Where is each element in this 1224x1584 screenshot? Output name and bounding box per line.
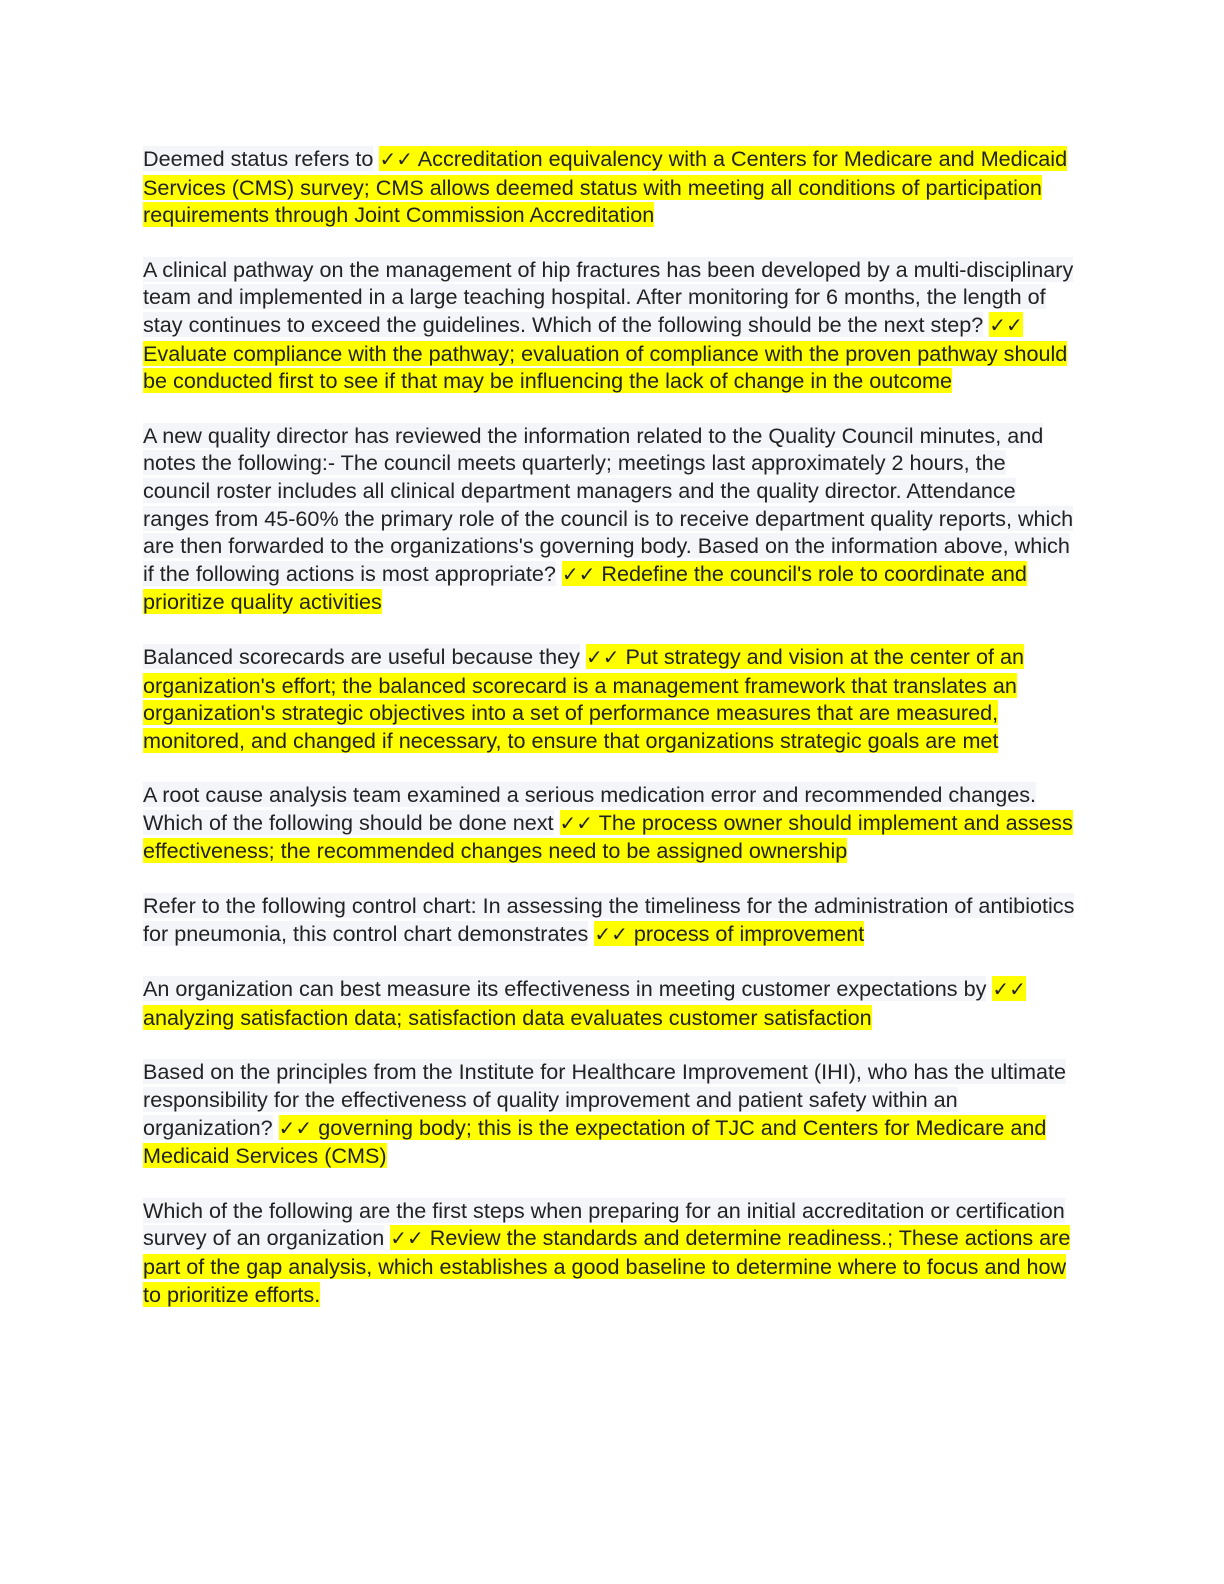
question-text: Refer to the following control chart: In assessing the timeliness for the administration of antibiotics for pneumonia, this control chart demonstrates [143,893,1075,946]
checkmark-icon: ✓✓ [559,810,594,835]
qa-entry-1 [143,145,1078,229]
answer-text: ✓✓ Put strategy and vision at the center of an organization's effort; the balanced scorecard is a management framework that translates an organization's strategic objectives into a set of performance measures that are measured, monitored, and changed if necessary, to ensure that organizations strategic goals are met [143,643,1024,753]
qa-entry-2 [143,256,1078,395]
qa-entry-5 [143,781,1078,865]
answer-text: ✓✓ analyzing satisfaction data; satisfaction data evaluates customer satisfaction [143,977,1026,1030]
checkmark-icon: ✓✓ [585,644,620,669]
qa-entry-3 [143,422,1078,616]
checkmark-icon: ✓✓ [278,1115,313,1140]
answer-text: ✓✓ Accreditation equivalency with a Centers for Medicare and Medicaid Services (CMS) survey; CMS allows deemed status with meeting all conditions of participation requirements through Joint Commission Accreditation [143,146,1068,228]
question-text: Deemed status refers to [143,146,374,171]
qa-entry-7 [143,975,1078,1031]
question-text: A new quality director has reviewed the information related to the Quality Council minutes, and notes the following:- The council meets quarterly; meetings last approximately 2 hours, the council roster includes all clinical department managers and the quality director. Attendance ranges from 45-60% the primary role of the council is to receive department quality reports, which are then forwarded to the organizations's governing body. Based on the information above, which if the following actions is most appropriate? [143,422,1074,586]
answer-text: ✓✓ process of improvement [594,920,865,946]
qa-entry-8 [143,1058,1078,1169]
checkmark-icon: ✓✓ [379,147,413,171]
question-text: A clinical pathway on the management of hip fractures has been developed by a multi-disciplinary team and implemented in a large teaching hospital. After monitoring for 6 months, the length of stay continues to exceed the guidelines. Which of the following should be the next step? [143,256,1074,337]
question-text: An organization can best measure its effectiveness in meeting customer expectations by [143,976,987,1002]
answer-text: ✓✓ governing body; this is the expectation of TJC and Centers for Medicare and Medicaid Services (CMS) [143,1114,1047,1169]
qa-entry-4 [143,643,1078,754]
question-text: Balanced scorecards are useful because they [143,643,580,669]
answer-text: ✓✓ Evaluate compliance with the pathway; evaluation of compliance with the proven pathway should be conducted first to see if that may be influencing the lack of change in the outcome [143,312,1068,394]
document-page [143,145,1078,1308]
answer-text: ✓✓ Redefine the council's role to coordinate and prioritize quality activities [143,560,1027,615]
answer-text: ✓✓ The process owner should implement and assess effectiveness; the recommended changes need to be assigned ownership [143,809,1073,864]
qa-entry-6 [143,892,1078,948]
answer-text: ✓✓ Review the standards and determine readiness.; These actions are part of the gap analysis, which establishes a good baseline to determine where to focus and how to prioritize efforts. [143,1225,1071,1307]
question-text: Which of the following are the first steps when preparing for an initial accreditation or certification survey of an organization [143,1197,1065,1251]
question-text: Based on the principles from the Institute for Healthcare Improvement (IHI), who has the ultimate responsibility for the effectiveness of quality improvement and patient safety within an organization? [143,1059,1066,1140]
checkmark-icon: ✓✓ [390,1226,424,1251]
qa-entry-9 [143,1197,1078,1308]
checkmark-icon: ✓✓ [992,977,1026,1002]
checkmark-icon: ✓✓ [989,312,1023,337]
checkmark-icon: ✓✓ [561,561,596,586]
question-text: A root cause analysis team examined a serious medication error and recommended changes. Which of the following should be done next [143,782,1037,835]
checkmark-icon: ✓✓ [594,921,628,946]
